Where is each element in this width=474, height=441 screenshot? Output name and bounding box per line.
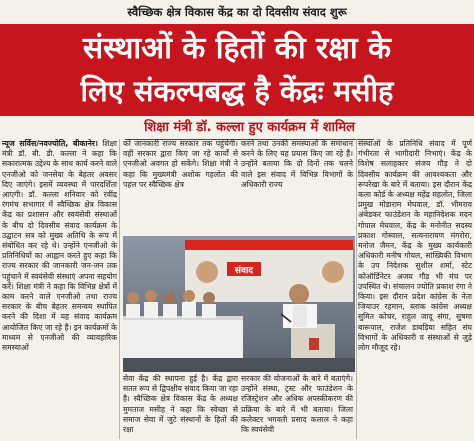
event-photo-illustration: [123, 236, 355, 372]
column-divider: [356, 139, 357, 439]
headline-line-2: लिए संकल्पबद्ध है केंद्रः मसीह: [80, 74, 394, 108]
article-column-4: संस्थाओं के प्रतिनिधि संवाद में पूर्ण गंभीरता से भागीदारी निभाएं। केंद्र के विशेष सलाहकार संजय गौड़ ने दो दिवसीय कार्यक्रम की आवश्यकता और रूपरेखा के बारे में बताया। इस दौरान केंद्र कला कोर्ड के अध्यक्ष महेंद्र महलोत, जिला प्रमुख मोडाराम मेघवाल, डॉ. भीमराव अंबेडकर फाउंडेशन के महानिदेशक मदन गोपाल मेघवाल, केंद्र के मनोनीत सदस्य प्रकाश गोस्वाल, सत्यनारायण मंगरोरा, मनोज जैमन, केंद्र के मुख्य कार्यकारी अधिकारी मनीष गोयल, सांख्यिकी विभाग के उप निदेशक सुशील शर्मा, स्टेट कोऑर्डिनेटर अजय गौड़ भी मंच पर उपस्थित थे। संचालन ज्योति प्रकाश रंगा ने किया। इस दौरान प्रदेश कांग्रेस के नेता जियाउर रहमान, ब्लाक कांग्रेस अध्यक्ष सुमित कोचर, राहुल जादू संगा, सुषमा बारूपाल, राजेश डाबड़िया सहित संघ विभागों के अधिकारी व संस्थाओं से जुड़े लोग मौजूद रहे।: [358, 139, 472, 353]
banner-label: संवाद: [234, 266, 254, 276]
column-divider: [119, 139, 120, 439]
article-column-3-bottom: सरकार की योजनाओं के बारे में बताएंगे। उन्होंने संस्था, ट्रस्ट और फाउंडेशन के रजिस्ट्रेशन और अधिक अपस्कीकरण की प्रक्रिया के बारे में भी बताया। जिला कलेक्टर भगवती प्रसाद कलाल ने कहा कि स्वयंसेवी: [241, 374, 353, 435]
headline-line-1: संस्थाओं के हितों की रक्षा के: [82, 31, 392, 66]
dateline: न्यूज सर्विस/नवज्योति, बीकानेर।: [2, 139, 98, 148]
article-column-2-bottom: सेवा केंद्र की स्थापना हुई है। केंद्र द्वारा सतत रूप से द्विपक्षीय संवाद किया जा रहा है। स्वैच्छिक क्षेत्र विकास केंद्र के अध्यक्ष मुमताज मसीह ने कहा कि स्वेच्छा से समाज सेवा में जुटे संस्थानों के हितों की रक्षा: [123, 374, 238, 435]
dais-table: [123, 318, 243, 358]
column-1-text: शिक्षा मंत्री डॉ. बी. डी. कल्ला ने कहा कि सकारात्मक उद्देश्य के साथ कार्य करने वाले एनजीओ को जनसेवा के बेहतर अवसर दिए जाएंगे। इसमें व्यवस्था में पारदर्शिता आएगी। डॉ. कल्ला शनिवार को रवींद्र रंगमंच सभागार में स्वैच्छिक क्षेत्र विकास केंद्र का प्रशासन और स्वयंसेवी संस्थाओं के बीच दो दिवसीय संवाद कार्यक्रम के उद्घाटन सत्र को मुख्य अतिथि के रूप में संबोधित कर रहे थे। उन्होंने एनजीओ के प्रतिनिधियों का आह्वान करते हुए कहा कि राज्य सरकार की जानकारी जन-जन तक पहुंचाने में स्वयंसेवी संस्थाएं अपना सहयोग करें। शिक्षा मंत्री ने कहा कि विभिन्न क्षेत्रों में काम करने वाले एनजीओ तथा राज्य सरकार के बीच बेहतर समन्वय स्थापित करने की दिशा में यह संवाद कार्यक्रम आयोजित किए जा रहे हैं। इन कार्यक्रमों के माध्यम से एनजीओ की व्यावहारिक समस्याओं: [2, 139, 117, 353]
event-photo: [123, 236, 355, 372]
portrait-right: [322, 261, 344, 283]
kicker: स्वैच्छिक क्षेत्र विकास केंद्र का दो दिवसीय संवाद शुरू: [127, 5, 347, 19]
article-column-2: को जानकारी राज्य सरकार तक पहुंचेगी। वहीं सरकार द्वारा किए जा रहे कार्यों से एनजीओ अवगत हो सकेंगे। शिक्षा मंत्री ने कहा कि मुख्यमंत्री अशोक गहलोत की पहल पर स्वैच्छिक क्षेत्र: [123, 139, 238, 189]
article-column-1: [2, 139, 117, 439]
portrait-left: [196, 261, 218, 283]
subheadline: शिक्षा मंत्री डॉ. कल्ला हुए कार्यक्रम में शामिल: [144, 120, 355, 135]
article-column-3: करने तथा उनकी समस्याओं के समाधान करने के लिए यह प्रयास किए जा रहे हैं। उन्होंने बताया कि दो दिनों तक चलने वाले इस संवाद में विभिन्न विभागों के अधिकारी राज्य: [241, 139, 353, 189]
